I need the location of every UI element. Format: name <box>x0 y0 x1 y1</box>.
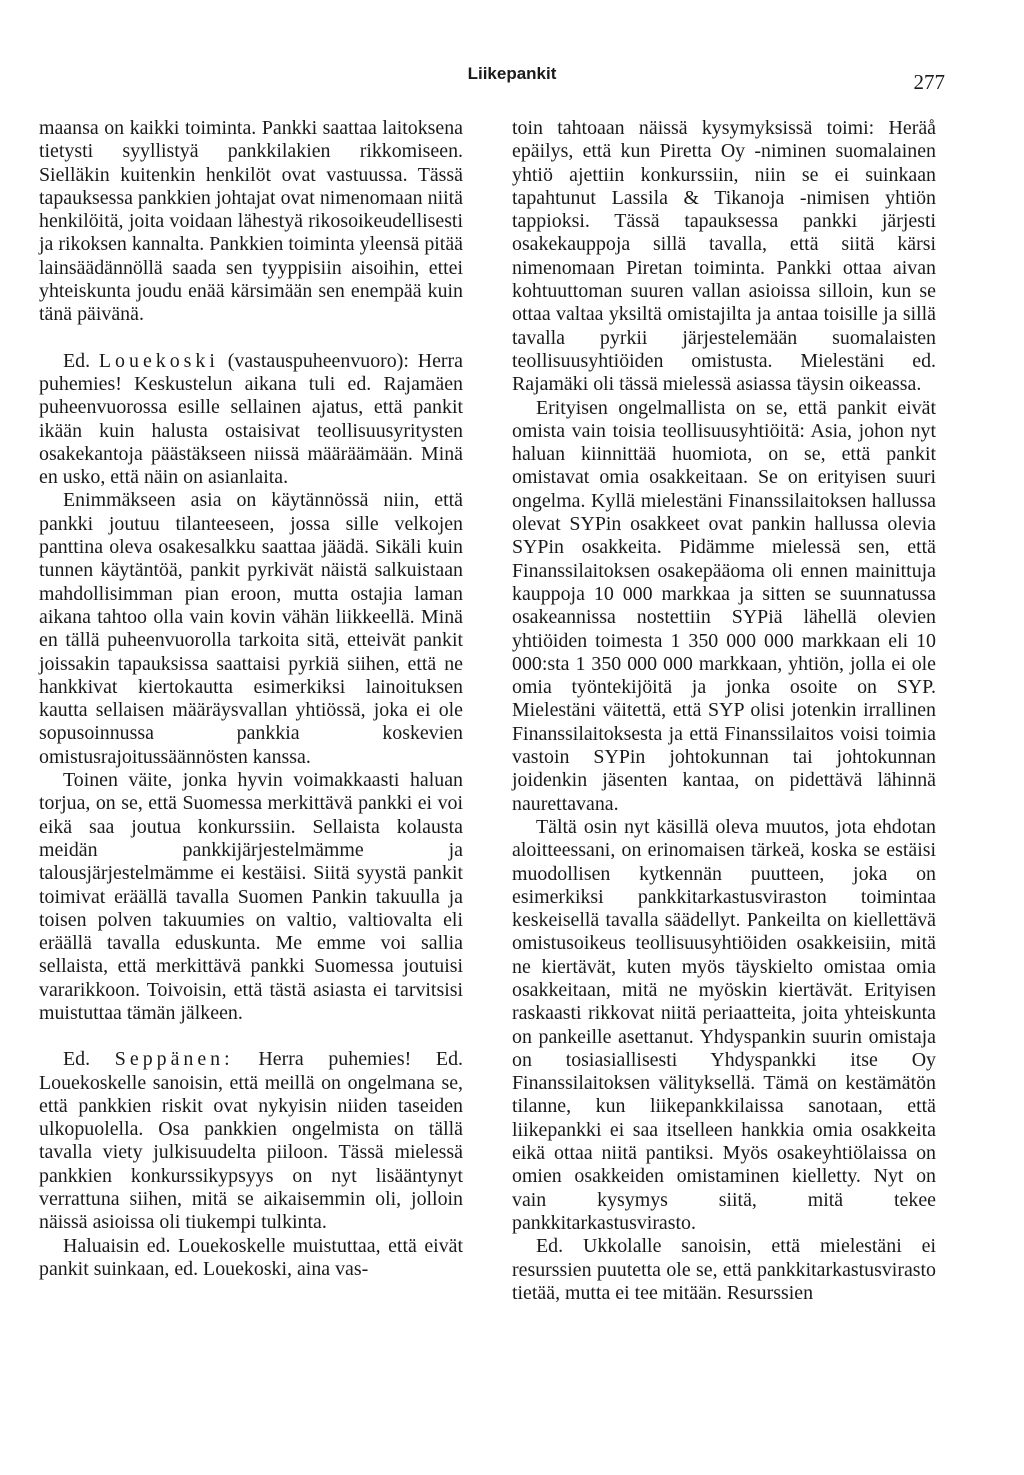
left-paragraph-6: Haluaisin ed. Louekoskelle muistuttaa, että eivät pankit suinkaan, ed. Louekoski, aina vas- <box>39 1234 463 1280</box>
left-paragraph-5 <box>39 1048 463 1234</box>
right-paragraph-1: toin tahtoaan näissä kysymyksissä toimi: Heräå epäilys, että kun Piretta Oy -niminen suomalainen yhtiö ajettiin konkurssiin, niin se ei suinkaan tapahtunut Lassila & Tikanoja -nimisen yhtiön tappioksi. Tässä tapauksessa pankki järjesti osakekauppoja sillä tavalla, että siitä kärsi nimenomaan Piretan toiminta. Pankki ottaa aivan kohtuuttoman suuren vallan asioissa silloin, kun se ottaa valtaa yksiltä omistajilta ja antaa toisille ja sillä tavalla pyrkii järjestelemään suomalaisten teollisuusyhtiöiden omistusta. Mielestäni ed. Rajamäki oli tässä mielessä asiassa täysin oikeassa. <box>512 117 936 396</box>
speaker-prefix: Ed. <box>63 349 91 372</box>
left-paragraph-4: Toinen väite, jonka hyvin voimakkaasti haluan torjua, on se, että Suomessa merkittävä pankki ei voi eikä saa joutua konkurssiin. Sellaista kolausta meidän pankkijärjestelmämme ja talousjärjestelmämme ei kestäisi. Siitä syystä pankit toimivat eräällä tavalla Suomen Pankin takuulla ja toisen polven takuumies on valtio, valtiovalta eli eräällä tavalla eduskunta. Me emme voi sallia sellaista, että merkittävä pankki Suomessa joutuisi vararikkoon. Toivoisin, että tästä asiasta ei tarvitsisi muistuttaa tämän jälkeen. <box>39 769 463 1024</box>
left-paragraph-3: Enimmäkseen asia on käytännössä niin, että pankki joutuu tilanteeseen, jossa sille velkojen panttina oleva osakesalkku saattaa jäädä. Sikäli kuin tunnen käytäntöä, pankit pyrkivät näistä salkuistaan mahdollisimman pian eroon, mutta ostajia laman aikana tahtoo olla vain kovin vähän liikkeellä. Minä en tällä puheenvuorolla tarkoita sitä, etteivät pankit joissakin tapauksissa saattaisi pyrkiä siihen, että ne hankkivat kiertokautta esimerkiksi lainoituksen kautta sellaisen määräysvallan yhtiössä, joka ei ole sopusoinnussa pankkia koskevien omistusrajoitussäännösten kanssa. <box>39 489 463 768</box>
right-paragraph-2: Erityisen ongelmallista on se, että pankit eivät omista vain toisia teollisuusyhtiöitä: Asia, johon nyt haluan kiinnittää huomiota, on se, että pankit omistavat omia osakkeitaan. Se on erityisen suuri ongelma. Kyllä mielestäni Finanssilaitoksen hallussa olevat SYPin osakkeet ovat pankin hallussa olevia SYPin osakkeita. Pidämme mielessä sen, että Finanssilaitoksen osakepääoma oli ennen mainittuja kauppoja 10 000 markkaa ja sitten se suunnatussa osakeannissa nostettiin SYPiä lähellä olevien yhtiöiden toimesta 1 350 000 000 markkaan eli 10 000:sta 1 350 000 000 markkaan, yhtiön, jolla ei ole omia työntekijöitä ja jonka osoite on SYP. Mielestäni väitettä, että SYP olisi jotenkin irrallinen Finanssilaitoksesta ja että Finanssilaitos voisi toimia vastoin SYPin johtokunnan tai johtokunnan joidenkin jäsenten kantaa, on pidettävä lähinnä naurettavana. <box>512 396 936 815</box>
left-paragraph-2 <box>39 350 463 490</box>
speech-text: Herra puhemies! Ed. Louekoskelle sanoisin, että meillä on ongelmana se, että pankkien riskit ovat nykyisin niiden taseiden ulkopuolella. Osa pankkien ongelmista on tällä tavalla viety julkisuudelta piiloon. Tässä mielessä pankkien konkurssikypsyys on nyt lisääntynyt verrattuna siihen, mitä se aikaisemmin oli, jolloin näissä asioissa oli tiukempi tulkinta. <box>39 1048 463 1234</box>
speaker-prefix: Ed. <box>63 1048 91 1071</box>
running-title: Liikepankit <box>467 64 557 83</box>
right-column <box>512 117 936 1305</box>
speaker-name: Louekoski <box>98 349 219 372</box>
right-paragraph-4: Ed. Ukkolalle sanoisin, että mielestäni ei resurssien puutetta ole se, että pankkitarkastusvirasto tietää, mutta ei tee mitään. Resurssien <box>512 1235 936 1304</box>
speaker-name: Seppänen: <box>114 1048 234 1071</box>
page-number: 277 <box>913 70 945 94</box>
speech-text: (vastauspuheenvuoro): Herra puhemies! Keskustelun aikana tuli ed. Rajamäen puheenvuorossa esille sellainen ajatus, että pankit ikään kuin halusta ostaisivat teollisuusyritysten osakekantoja päästäkseen niissä määräämään. Minä en usko, että näin on asianlaita. <box>39 349 463 489</box>
left-paragraph-1: maansa on kaikki toiminta. Pankki saattaa laitoksena tietysti syyllistyä pankkilakien rikkomiseen. Sielläkin kuitenkin henkilöt ovat vastuussa. Tässä tapauksessa pankkien johtajat ovat nimenomaan niitä henkilöitä, joita voidaan lähestyä rikosoikeudellisesti ja rikoksen kannalta. Pankkien toiminta yleensä pitää lainsäädännöllä saada sen tyyppisiin aisoihin, ettei yhteiskunta joudu enää kärsimään sen enempää kuin tänä päivänä. <box>39 117 463 326</box>
left-column <box>39 117 463 1281</box>
right-paragraph-3: Tältä osin nyt käsillä oleva muutos, jota ehdotan aloitteessani, on erinomaisen tärkeä, koska se estäisi muodollisen kytkennän puutteen, joka on esimerkiksi pankkitarkastusviraston toimintaa keskeisellä tavalla säädellyt. Pankeilta on kiellettävä omistusoikeus teollisuusyhtiöiden osakkeisiin, mitä ne kiertävät, kuten myös täyskielto omistaa omia osakkeitaan, mitä ne myöskin kiertävät. Erityisen raskaasti rikkovat niitä periaatteita, joita yhteiskunta on pankeille asettanut. Yhdyspankin suurin omistaja on tosiasiallisesti Yhdyspankki itse Oy Finanssilaitoksen välityksellä. Tämä on kestämätön tilanne, kun liikepankkilaissa sanotaan, että liikepankki ei saa itselleen hankkia omia osakkeita eikä ottaa niitä pantiksi. Myös osakeyhtiölaissa on omien osakkeiden omistaminen kielletty. Nyt on vain kysymys siitä, mitä tekee pankkitarkastusvirasto. <box>512 815 936 1234</box>
